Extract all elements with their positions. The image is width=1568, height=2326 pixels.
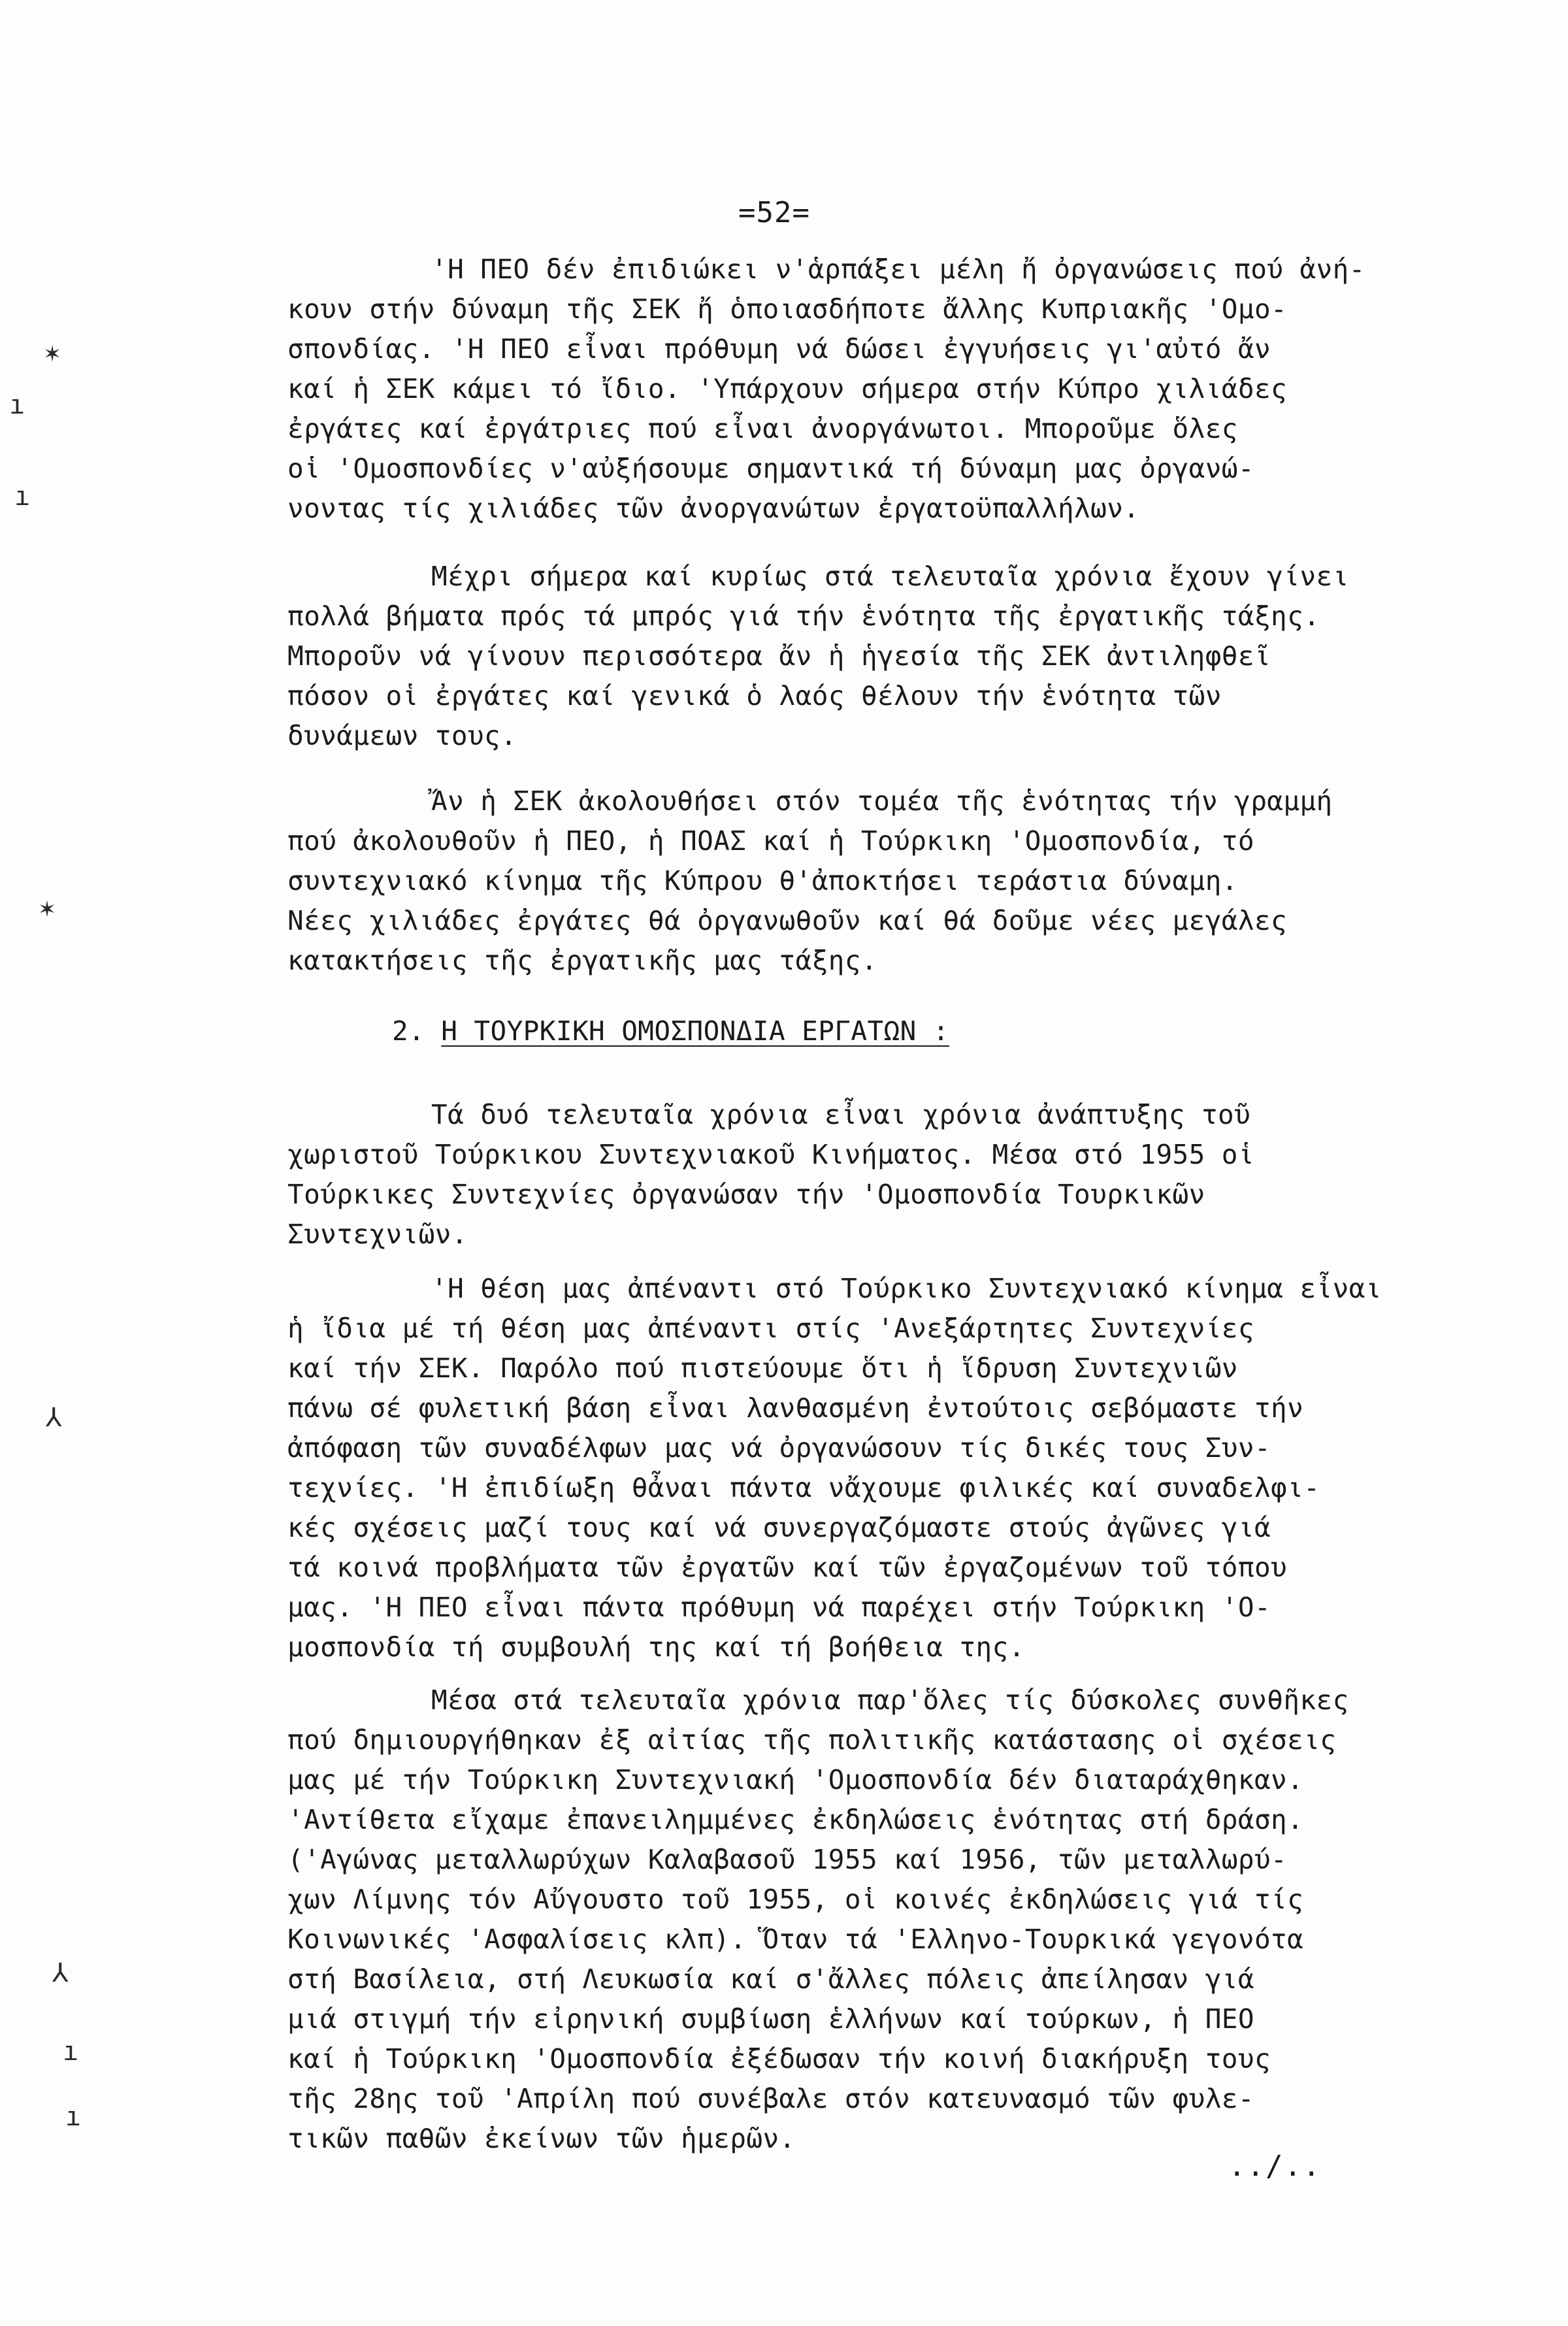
text-line: συντεχνιακό κίνημα τῆς Κύπρου θ'ἀποκτήσει τεράστια δύναμη. xyxy=(287,865,1238,896)
text-line: στή Βασίλεια, στή Λευκωσία καί σ'ἄλλες πόλεις ἀπείλησαν γιά xyxy=(287,1963,1254,1995)
section-number: 2. xyxy=(392,1015,425,1047)
page-number: =52= xyxy=(738,196,810,229)
text-line: Μέσα στά τελευταῖα χρόνια παρ'ὅλες τίς δύσκολες συνθῆκες xyxy=(431,1684,1349,1716)
paragraph-5 xyxy=(287,1269,1568,1667)
text-line: καί ἡ ΣΕΚ κάμει τό ἴδιο. 'Υπάρχουν σήμερα στήν Κύπρο χιλιάδες xyxy=(287,373,1288,404)
text-line: σπονδίας. 'Η ΠΕΟ εἶναι πρόθυμη νά δώσει ἐγγυήσεις γι'αὐτό ἄν xyxy=(287,333,1271,365)
text-line: μας. 'Η ΠΕΟ εἶναι πάντα πρόθυμη νά παρέχει στήν Τούρκικη 'Ο- xyxy=(287,1592,1271,1623)
text-line: 'Αντίθετα εἴχαμε ἐπανειλημμένες ἐκδηλώσεις ἑνότητας στή δράση. xyxy=(287,1804,1304,1835)
text-line: χων Λίμνης τόν Αὔγουστο τοῦ 1955, οἱ κοινές ἐκδηλώσεις γιά τίς xyxy=(287,1884,1304,1915)
section-heading xyxy=(392,1011,949,1051)
text-line: κές σχέσεις μαζί τους καί νά συνεργαζόμαστε στούς ἀγῶνες γιά xyxy=(287,1512,1271,1543)
paragraph-2 xyxy=(287,557,1568,756)
text-line: Μέχρι σήμερα καί κυρίως στά τελευταῖα χρόνια ἔχουν γίνει xyxy=(431,561,1349,592)
margin-mark-icon: ⅄ xyxy=(46,1403,62,1433)
text-line: πολλά βήματα πρός τά μπρός γιά τήν ἑνότητα τῆς ἐργατικῆς τάξης. xyxy=(287,600,1320,632)
text-line: 'Η ΠΕΟ δέν ἐπιδιώκει ν'ἁρπάξει μέλη ἤ ὀργανώσεις πού ἀνή- xyxy=(431,254,1365,285)
text-line: πόσον οἱ ἐργάτες καί γενικά ὁ λαός θέλουν τήν ἑνότητα τῶν xyxy=(287,680,1222,712)
paragraph-3 xyxy=(287,781,1568,981)
text-line: 'Η θέση μας ἀπέναντι στό Τούρκικο Συντεχνιακό κίνημα εἶναι xyxy=(431,1273,1382,1304)
text-line: καί τήν ΣΕΚ. Παρόλο πού πιστεύουμε ὅτι ἡ ἵδρυση Συντεχνιῶν xyxy=(287,1352,1238,1384)
text-line: κουν στήν δύναμη τῆς ΣΕΚ ἤ ὁποιασδήποτε ἄλλης Κυπριακῆς 'Ομο- xyxy=(287,293,1288,325)
section-title: Η ΤΟΥΡΚΙΚΗ ΟΜΟΣΠΟΝΔΙΑ ΕΡΓΑΤΩΝ : xyxy=(441,1015,949,1047)
text-line: Τούρκικες Συντεχνίες ὀργανώσαν τήν 'Ομοσπονδία Τουρκικῶν xyxy=(287,1179,1205,1210)
text-line: πάνω σέ φυλετική βάση εἶναι λανθασμένη ἐντούτοις σεβόμαστε τήν xyxy=(287,1392,1304,1424)
text-line: ἐργάτες καί ἐργάτριες πού εἶναι ἀνοργάνωτοι. Μποροῦμε ὅλες xyxy=(287,413,1238,444)
margin-mark-icon: ı xyxy=(14,482,31,512)
text-line: καί ἡ Τούρκικη 'Ομοσπονδία ἐξέδωσαν τήν κοινή διακήρυξη τους xyxy=(287,2043,1271,2074)
text-line: Τά δυό τελευταῖα χρόνια εἶναι χρόνια ἀνάπτυξης τοῦ xyxy=(431,1099,1251,1130)
text-line: ἀπόφαση τῶν συναδέλφων μας νά ὀργανώσουν τίς δικές τους Συν- xyxy=(287,1432,1271,1464)
text-line: τεχνίες. 'Η ἐπιδίωξη θἆναι πάντα νἄχουμε φιλικές καί συναδελφι- xyxy=(287,1472,1320,1503)
text-line: τικῶν παθῶν ἐκείνων τῶν ἡμερῶν. xyxy=(287,2123,796,2154)
text-line: Ἄν ἡ ΣΕΚ ἀκολουθήσει στόν τομέα τῆς ἑνότητας τήν γραμμή xyxy=(431,785,1333,817)
continuation-mark: ../.. xyxy=(1228,2150,1322,2183)
text-line: ἡ ἴδια μέ τή θέση μας ἀπέναντι στίς 'Ανεξάρτητες Συντεχνίες xyxy=(287,1313,1254,1344)
text-line: μοσπονδία τή συμβουλή της καί τή βοήθεια της. xyxy=(287,1631,1025,1663)
text-line: Κοινωνικές 'Ασφαλίσεις κλπ). Ὅταν τά 'Ελληνο-Τουρκικά γεγονότα xyxy=(287,1924,1304,1955)
text-line: ('Αγώνας μεταλλωρύχων Καλαβασοῦ 1955 καί 1956, τῶν μεταλλωρύ- xyxy=(287,1844,1288,1875)
margin-mark-icon: ✶ xyxy=(44,338,61,368)
text-line: τά κοινά προβλήματα τῶν ἐργατῶν καί τῶν ἐργαζομένων τοῦ τόπου xyxy=(287,1552,1288,1583)
text-line: κατακτήσεις τῆς ἐργατικῆς μας τάξης. xyxy=(287,945,878,976)
text-line: Νέες χιλιάδες ἐργάτες θά ὀργανωθοῦν καί θά δοῦμε νέες μεγάλες xyxy=(287,905,1288,936)
text-line: πού δημιουργήθηκαν ἐξ αἰτίας τῆς πολιτικῆς κατάστασης οἱ σχέσεις xyxy=(287,1724,1337,1756)
paragraph-4 xyxy=(287,1095,1568,1254)
text-line: τῆς 28ης τοῦ 'Απρίλη πού συνέβαλε στόν κατευνασμό τῶν φυλε- xyxy=(287,2083,1254,2114)
text-line: οἱ 'Ομοσπονδίες ν'αὐξήσουμε σημαντικά τή δύναμη μας ὀργανώ- xyxy=(287,453,1254,484)
text-line: νοντας τίς χιλιάδες τῶν ἀνοργανώτων ἐργατοϋπαλλήλων. xyxy=(287,493,1140,524)
margin-mark-icon: ⅄ xyxy=(52,1958,69,1988)
margin-mark-icon: ı xyxy=(9,390,25,420)
text-line: Συντεχνιῶν. xyxy=(287,1219,468,1250)
paragraph-1 xyxy=(287,250,1568,529)
paragraph-6 xyxy=(287,1680,1568,2159)
margin-mark-icon: ı xyxy=(65,2102,82,2132)
text-line: πού ἀκολουθοῦν ἡ ΠΕΟ, ἡ ΠΟΑΣ καί ἡ Τούρκικη 'Ομοσπονδία, τό xyxy=(287,825,1254,857)
margin-mark-icon: ı xyxy=(63,2037,79,2067)
text-line: Μποροῦν νά γίνουν περισσότερα ἄν ἡ ἡγεσία τῆς ΣΕΚ ἀντιληφθεῖ xyxy=(287,640,1271,672)
text-line: χωριστοῦ Τούρκικου Συντεχνιακοῦ Κινήματος. Μέσα στό 1955 οἱ xyxy=(287,1139,1254,1170)
text-line: μιά στιγμή τήν εἰρηνική συμβίωση ἑλλήνων καί τούρκων, ἡ ΠΕΟ xyxy=(287,2003,1254,2035)
text-line: δυνάμεων τους. xyxy=(287,720,517,751)
margin-mark-icon: ✶ xyxy=(39,893,56,923)
text-line: μας μέ τήν Τούρκικη Συντεχνιακή 'Ομοσπονδία δέν διαταράχθηκαν. xyxy=(287,1764,1304,1795)
